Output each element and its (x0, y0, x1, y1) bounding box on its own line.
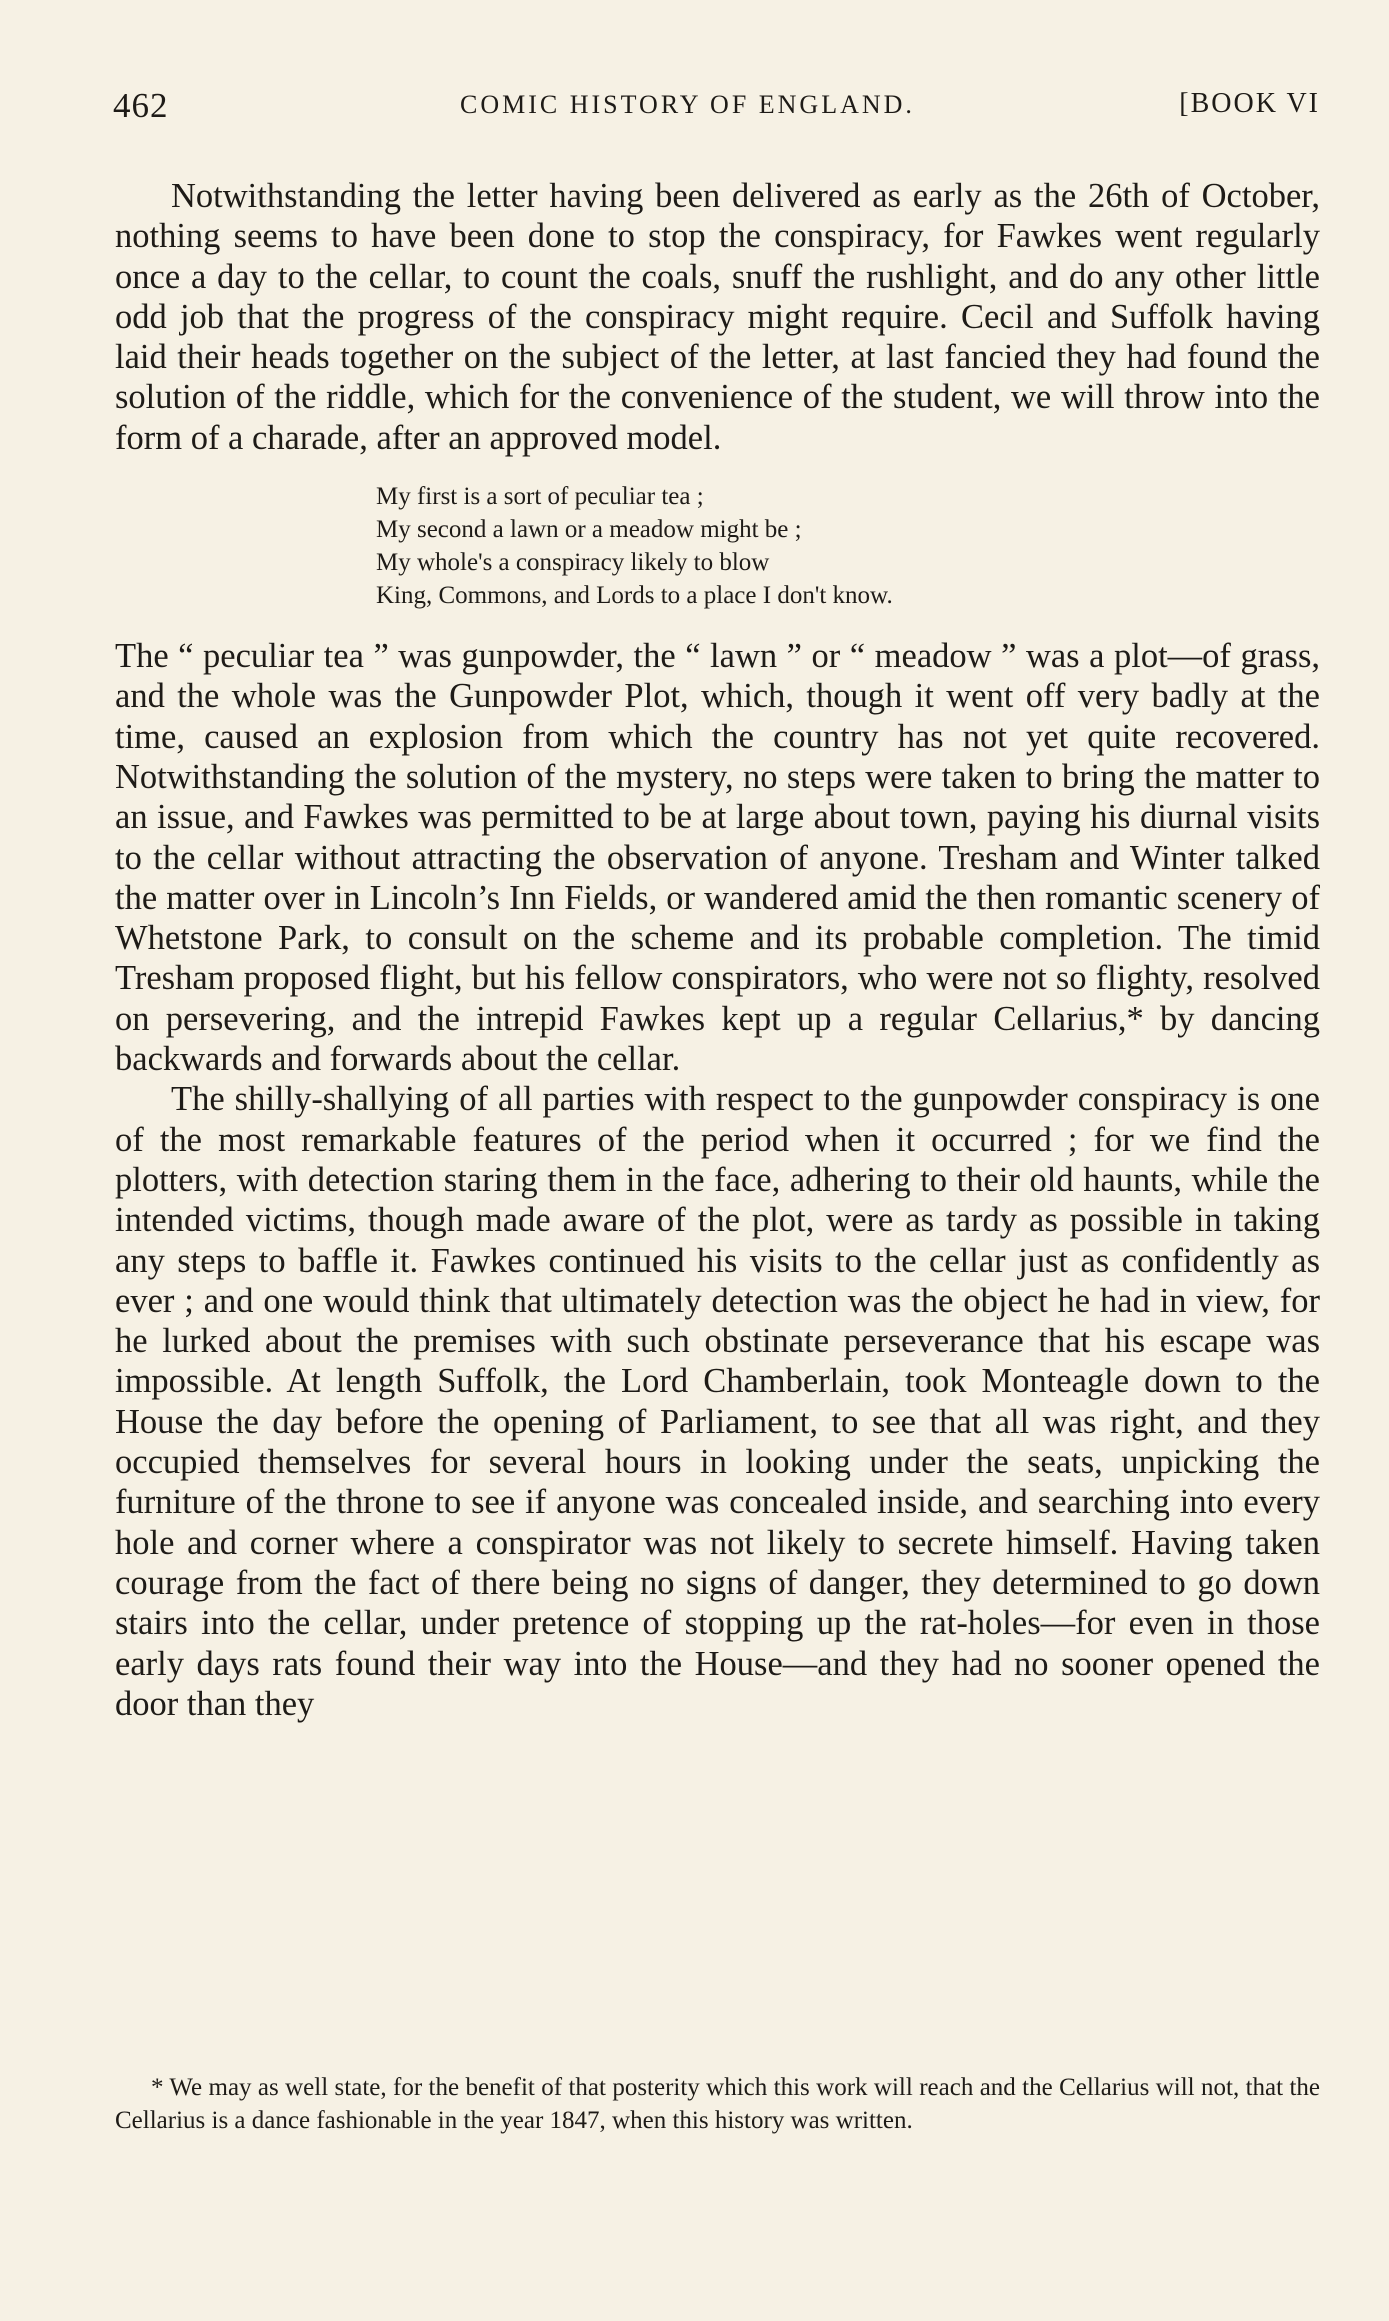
verse-line-4: King, Commons, and Lords to a place I don't know. (376, 582, 893, 610)
footnote-text: * We may as well state, for the benefit of that posterity which this work will reach and the Cellarius will not, that the Cellarius is a dance fashionable in the year 1847, when this history was written. (115, 2074, 1320, 2134)
charade-verse (376, 480, 1320, 612)
verse-line-3: My whole's a conspiracy likely to blow (376, 549, 770, 577)
book-label: [BOOK VI (1179, 88, 1320, 119)
verse-line-1: My first is a sort of peculiar tea ; (376, 483, 704, 511)
running-title: COMIC HISTORY OF ENGLAND. (460, 90, 915, 119)
body-text (115, 176, 1320, 1724)
paragraph-3: The shilly-shallying of all parties with respect to the gunpowder conspiracy is one of the most remarkable features of the period when it occurred ; for we find the plotters, with detection staring them in the face, adhering to their old haunts, while the intended victims, though made aware of the plot, were as tardy as possible in taking any steps to baffle it. Fawkes continued his visits to the cellar just as confidently as ever ; and one would think that ultimately detection was the object he had in view, for he lurked about the premises with such obstinate perseverance that his escape was impossible. At length Suffolk, the Lord Chamberlain, took Monteagle down to the House the day before the opening of Parliament, to see that all was right, and they occupied themselves for several hours in looking under the seats, unpicking the furniture of the throne to see if anyone was concealed inside, and searching into every hole and corner where a conspirator was not likely to secrete himself. Having taken courage from the fact of there being no signs of danger, they determined to go down stairs into the cellar, under pretence of stopping up the rat-holes—for even in those early days rats found their way into the House—and they had no sooner opened the door than they (115, 1080, 1320, 1723)
paragraph-2: The “ peculiar tea ” was gunpowder, the “ lawn ” or “ meadow ” was a plot—of grass, and the whole was the Gunpowder Plot, which, though it went off very badly at the time, caused an explosion from which the country has not yet quite recovered. Notwithstanding the solution of the mystery, no steps were taken to bring the matter to an issue, and Fawkes was permitted to be at large about town, paying his diurnal visits to the cellar without attracting the observation of anyone. Tresham and Winter talked the matter over in Lincoln’s Inn Fields, or wandered amid the then romantic scenery of Whetstone Park, to consult on the scheme and its probable completion. The timid Tresham proposed flight, but his fellow conspirators, who were not so flighty, resolved on persevering, and the intrepid Fawkes kept up a regular Cellarius,* by dancing backwards and forwards about the cellar. (115, 637, 1320, 1079)
page-header (115, 86, 1320, 126)
page-number: 462 (113, 86, 169, 125)
footnote (115, 2072, 1320, 2137)
verse-line-2: My second a lawn or a meadow might be ; (376, 516, 802, 544)
paragraph-1: Notwithstanding the letter having been delivered as early as the 26th of October, nothing seems to have been done to stop the conspiracy, for Fawkes went regularly once a day to the cellar, to count the coals, snuff the rushlight, and do any other little odd job that the progress of the conspiracy might require. Cecil and Suffolk having laid their heads together on the subject of the letter, at last fancied they had found the solution of the riddle, which for the convenience of the student, we will throw into the form of a charade, after an approved model. (115, 177, 1320, 457)
